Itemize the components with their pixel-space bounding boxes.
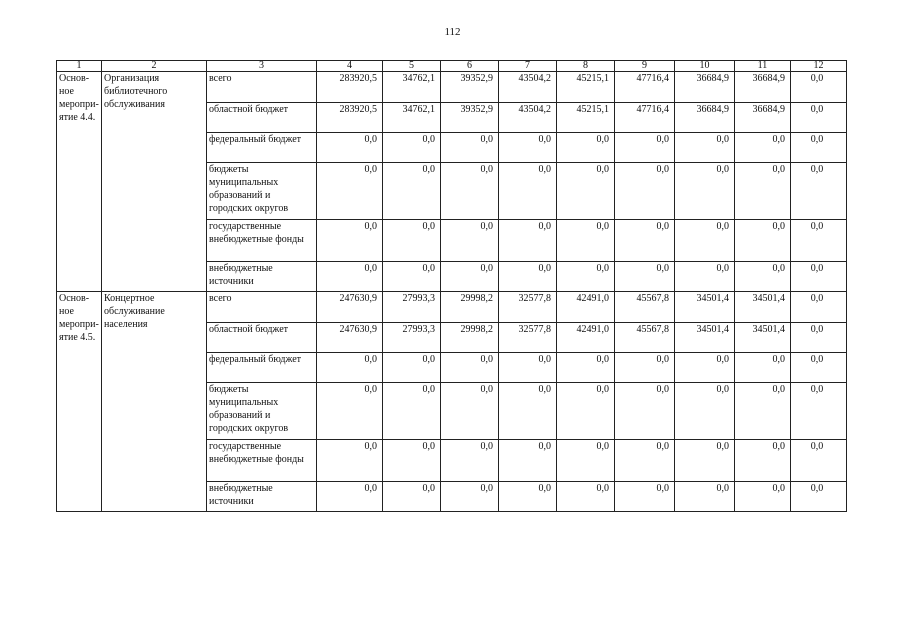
value-cell: 0,0 <box>791 323 847 353</box>
value-cell: 42491,0 <box>557 292 615 323</box>
value-cell: 34501,4 <box>735 323 791 353</box>
value-cell: 247630,9 <box>317 292 383 323</box>
value-cell: 0,0 <box>791 133 847 163</box>
header-cell: 6 <box>441 61 499 72</box>
value-cell: 0,0 <box>499 383 557 440</box>
value-cell: 0,0 <box>383 133 441 163</box>
value-cell: 0,0 <box>557 482 615 512</box>
value-cell: 0,0 <box>499 482 557 512</box>
value-cell: 0,0 <box>675 262 735 292</box>
value-cell: 0,0 <box>317 353 383 383</box>
value-cell: 43504,2 <box>499 72 557 103</box>
value-cell: 0,0 <box>615 262 675 292</box>
value-cell: 0,0 <box>791 482 847 512</box>
funding-source: государственные внебюджетные фонды <box>207 440 317 482</box>
header-row <box>57 61 847 72</box>
value-cell: 0,0 <box>499 440 557 482</box>
value-cell: 39352,9 <box>441 72 499 103</box>
value-cell: 0,0 <box>615 133 675 163</box>
value-cell: 32577,8 <box>499 323 557 353</box>
funding-source: федеральный бюджет <box>207 133 317 163</box>
value-cell: 0,0 <box>557 440 615 482</box>
value-cell: 0,0 <box>441 440 499 482</box>
value-cell: 0,0 <box>557 220 615 262</box>
value-cell: 34501,4 <box>675 323 735 353</box>
value-cell: 0,0 <box>383 262 441 292</box>
value-cell: 43504,2 <box>499 103 557 133</box>
value-cell: 45215,1 <box>557 72 615 103</box>
value-cell: 0,0 <box>735 482 791 512</box>
header-cell: 7 <box>499 61 557 72</box>
header-cell: 10 <box>675 61 735 72</box>
value-cell: 0,0 <box>317 220 383 262</box>
value-cell: 283920,5 <box>317 72 383 103</box>
header-cell: 1 <box>57 61 102 72</box>
value-cell: 0,0 <box>791 220 847 262</box>
value-cell: 0,0 <box>615 353 675 383</box>
value-cell: 0,0 <box>557 353 615 383</box>
value-cell: 27993,3 <box>383 292 441 323</box>
value-cell: 29998,2 <box>441 292 499 323</box>
header-cell: 4 <box>317 61 383 72</box>
value-cell: 0,0 <box>557 262 615 292</box>
value-cell: 0,0 <box>557 133 615 163</box>
value-cell: 0,0 <box>675 133 735 163</box>
activity-name: Концертное обслуживание населения <box>102 292 207 512</box>
value-cell: 0,0 <box>441 163 499 220</box>
value-cell: 39352,9 <box>441 103 499 133</box>
value-cell: 36684,9 <box>735 103 791 133</box>
value-cell: 0,0 <box>615 163 675 220</box>
value-cell: 0,0 <box>675 220 735 262</box>
activity-name: Организация библиотечного обслуживания <box>102 72 207 292</box>
value-cell: 0,0 <box>383 440 441 482</box>
value-cell: 36684,9 <box>735 72 791 103</box>
funding-source: государственные внебюджетные фонды <box>207 220 317 262</box>
table-row <box>57 292 847 323</box>
value-cell: 36684,9 <box>675 103 735 133</box>
value-cell: 247630,9 <box>317 323 383 353</box>
value-cell: 0,0 <box>791 292 847 323</box>
value-cell: 0,0 <box>383 163 441 220</box>
value-cell: 0,0 <box>735 440 791 482</box>
value-cell: 0,0 <box>383 482 441 512</box>
value-cell: 0,0 <box>615 383 675 440</box>
header-cell: 5 <box>383 61 441 72</box>
table-row <box>57 72 847 103</box>
value-cell: 42491,0 <box>557 323 615 353</box>
funding-source: бюджеты муниципальных образований и городских округов <box>207 383 317 440</box>
value-cell: 34501,4 <box>735 292 791 323</box>
value-cell: 45215,1 <box>557 103 615 133</box>
value-cell: 0,0 <box>791 383 847 440</box>
value-cell: 0,0 <box>441 383 499 440</box>
value-cell: 34501,4 <box>675 292 735 323</box>
header-cell: 9 <box>615 61 675 72</box>
value-cell: 0,0 <box>557 383 615 440</box>
value-cell: 0,0 <box>615 440 675 482</box>
value-cell: 0,0 <box>317 163 383 220</box>
value-cell: 0,0 <box>735 163 791 220</box>
header-cell: 11 <box>735 61 791 72</box>
value-cell: 0,0 <box>791 163 847 220</box>
value-cell: 0,0 <box>791 103 847 133</box>
value-cell: 283920,5 <box>317 103 383 133</box>
value-cell: 34762,1 <box>383 72 441 103</box>
value-cell: 0,0 <box>383 353 441 383</box>
value-cell: 0,0 <box>735 133 791 163</box>
value-cell: 0,0 <box>499 133 557 163</box>
value-cell: 0,0 <box>317 383 383 440</box>
activity-code: Основ-ное меропри-ятие 4.5. <box>57 292 102 512</box>
value-cell: 0,0 <box>499 262 557 292</box>
value-cell: 0,0 <box>791 262 847 292</box>
value-cell: 0,0 <box>675 482 735 512</box>
value-cell: 0,0 <box>735 262 791 292</box>
funding-source: всего <box>207 72 317 103</box>
value-cell: 29998,2 <box>441 323 499 353</box>
value-cell: 27993,3 <box>383 323 441 353</box>
value-cell: 0,0 <box>441 220 499 262</box>
value-cell: 47716,4 <box>615 72 675 103</box>
value-cell: 0,0 <box>735 220 791 262</box>
value-cell: 45567,8 <box>615 292 675 323</box>
value-cell: 0,0 <box>383 220 441 262</box>
header-cell: 3 <box>207 61 317 72</box>
funding-source: областной бюджет <box>207 323 317 353</box>
value-cell: 0,0 <box>499 220 557 262</box>
value-cell: 0,0 <box>735 353 791 383</box>
header-cell: 8 <box>557 61 615 72</box>
funding-source: всего <box>207 292 317 323</box>
funding-source: областной бюджет <box>207 103 317 133</box>
value-cell: 0,0 <box>441 133 499 163</box>
value-cell: 0,0 <box>317 440 383 482</box>
value-cell: 0,0 <box>791 72 847 103</box>
funding-source: внебюджетные источники <box>207 482 317 512</box>
activity-code: Основ-ное меропри-ятие 4.4. <box>57 72 102 292</box>
value-cell: 0,0 <box>791 353 847 383</box>
value-cell: 0,0 <box>675 383 735 440</box>
value-cell: 0,0 <box>383 383 441 440</box>
page-number: 112 <box>444 26 461 38</box>
value-cell: 47716,4 <box>615 103 675 133</box>
value-cell: 0,0 <box>615 220 675 262</box>
value-cell: 0,0 <box>441 262 499 292</box>
value-cell: 0,0 <box>317 133 383 163</box>
value-cell: 0,0 <box>441 353 499 383</box>
value-cell: 0,0 <box>317 262 383 292</box>
funding-source: бюджеты муниципальных образований и городских округов <box>207 163 317 220</box>
value-cell: 32577,8 <box>499 292 557 323</box>
funding-source: федеральный бюджет <box>207 353 317 383</box>
value-cell: 0,0 <box>557 163 615 220</box>
value-cell: 0,0 <box>675 353 735 383</box>
value-cell: 45567,8 <box>615 323 675 353</box>
value-cell: 0,0 <box>499 163 557 220</box>
value-cell: 0,0 <box>441 482 499 512</box>
value-cell: 0,0 <box>735 383 791 440</box>
value-cell: 0,0 <box>791 440 847 482</box>
value-cell: 36684,9 <box>675 72 735 103</box>
header-cell: 12 <box>791 61 847 72</box>
value-cell: 0,0 <box>499 353 557 383</box>
value-cell: 0,0 <box>675 440 735 482</box>
value-cell: 0,0 <box>615 482 675 512</box>
funding-source: внебюджетные источники <box>207 262 317 292</box>
header-cell: 2 <box>102 61 207 72</box>
value-cell: 0,0 <box>675 163 735 220</box>
value-cell: 34762,1 <box>383 103 441 133</box>
value-cell: 0,0 <box>317 482 383 512</box>
budget-table <box>56 60 847 512</box>
